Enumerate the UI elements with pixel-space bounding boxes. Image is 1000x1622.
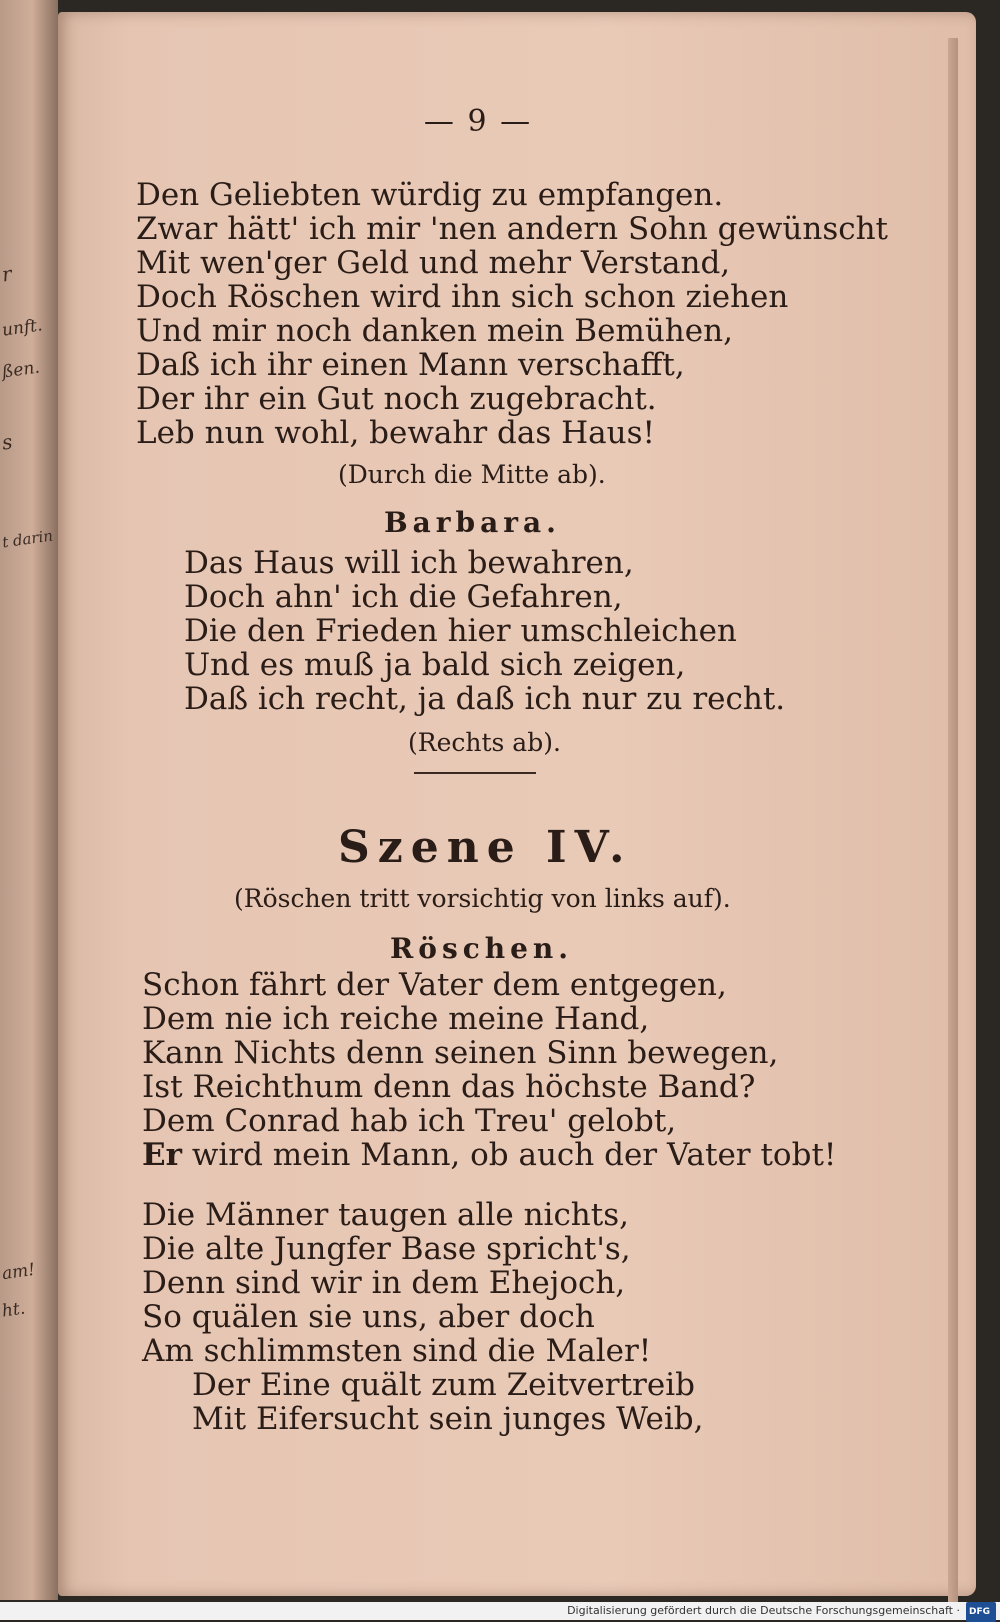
left-margin-fragment: ßen. bbox=[0, 357, 41, 383]
left-margin-fragment: ht. bbox=[0, 1298, 27, 1322]
verse-line: Daß ich recht, ja daß ich nur zu recht. bbox=[184, 681, 786, 717]
verse-line: Kann Nichts denn seinen Sinn bewegen, bbox=[142, 1035, 779, 1071]
dfg-logo: DFG bbox=[966, 1602, 996, 1622]
verse-line: Der Eine quält zum Zeitvertreib bbox=[192, 1367, 695, 1403]
stage-direction: (Röschen tritt vorsichtig von links auf). bbox=[234, 884, 731, 913]
left-margin-fragment: t darin bbox=[0, 526, 54, 552]
emphasized-word: Er bbox=[142, 1137, 182, 1173]
verse-line: Schon fährt der Vater dem entgegen, bbox=[142, 967, 727, 1003]
verse-line bbox=[142, 1138, 836, 1172]
verse-line: So quälen sie uns, aber doch bbox=[142, 1299, 595, 1335]
left-margin-fragment: r bbox=[0, 261, 14, 287]
book-page bbox=[58, 12, 976, 1596]
verse-line: Am schlimmsten sind die Maler! bbox=[142, 1333, 652, 1369]
section-divider bbox=[414, 772, 536, 774]
left-margin-fragment: am! bbox=[0, 1259, 37, 1285]
verse-line: Daß ich ihr einen Mann verschafft, bbox=[136, 347, 685, 383]
left-margin-fragment: s bbox=[0, 429, 14, 455]
verse-line: Die den Frieden hier umschleichen bbox=[184, 613, 737, 649]
page-number: — 9 — bbox=[423, 104, 533, 139]
verse-line: Leb nun wohl, bewahr das Haus! bbox=[136, 415, 655, 451]
scene-heading: Szene IV. bbox=[338, 822, 633, 873]
stage-direction: (Durch die Mitte ab). bbox=[338, 460, 606, 489]
verse-line: Mit wen'ger Geld und mehr Verstand, bbox=[136, 245, 731, 281]
verse-line: Der ihr ein Gut noch zugebracht. bbox=[136, 381, 657, 417]
verse-line: Doch Röschen wird ihn sich schon ziehen bbox=[136, 279, 789, 315]
verse-line: Die alte Jungfer Base spricht's, bbox=[142, 1231, 631, 1267]
speaker-name: Barbara. bbox=[384, 506, 561, 539]
verse-line: Doch ahn' ich die Gefahren, bbox=[184, 579, 623, 615]
verse-line: Mit Eifersucht sein junges Weib, bbox=[192, 1401, 704, 1437]
verse-line: Ist Reichthum denn das höchste Band? bbox=[142, 1069, 756, 1105]
verse-line: Dem nie ich reiche meine Hand, bbox=[142, 1001, 650, 1037]
left-page-edge bbox=[0, 0, 58, 1600]
verse-line: Das Haus will ich bewahren, bbox=[184, 545, 634, 581]
digitization-footer bbox=[0, 1602, 1000, 1620]
stage-direction: (Rechts ab). bbox=[408, 728, 561, 757]
verse-line: Denn sind wir in dem Ehejoch, bbox=[142, 1265, 626, 1301]
verse-line: Und es muß ja bald sich zeigen, bbox=[184, 647, 686, 683]
page-content bbox=[58, 12, 976, 1596]
verse-line: Dem Conrad hab ich Treu' gelobt, bbox=[142, 1103, 677, 1139]
left-margin-fragment: unft. bbox=[0, 315, 44, 341]
footer-credit: Digitalisierung gefördert durch die Deutsche Forschungsgemeinschaft · bbox=[567, 1604, 960, 1617]
speaker-name: Röschen. bbox=[390, 932, 574, 965]
verse-line: Die Männer taugen alle nichts, bbox=[142, 1197, 629, 1233]
verse-line: Zwar hätt' ich mir 'nen andern Sohn gewünscht bbox=[136, 211, 889, 247]
verse-line-rest: wird mein Mann, ob auch der Vater tobt! bbox=[181, 1137, 837, 1173]
verse-line: Und mir noch danken mein Bemühen, bbox=[136, 313, 733, 349]
verse-line: Den Geliebten würdig zu empfangen. bbox=[136, 177, 724, 213]
